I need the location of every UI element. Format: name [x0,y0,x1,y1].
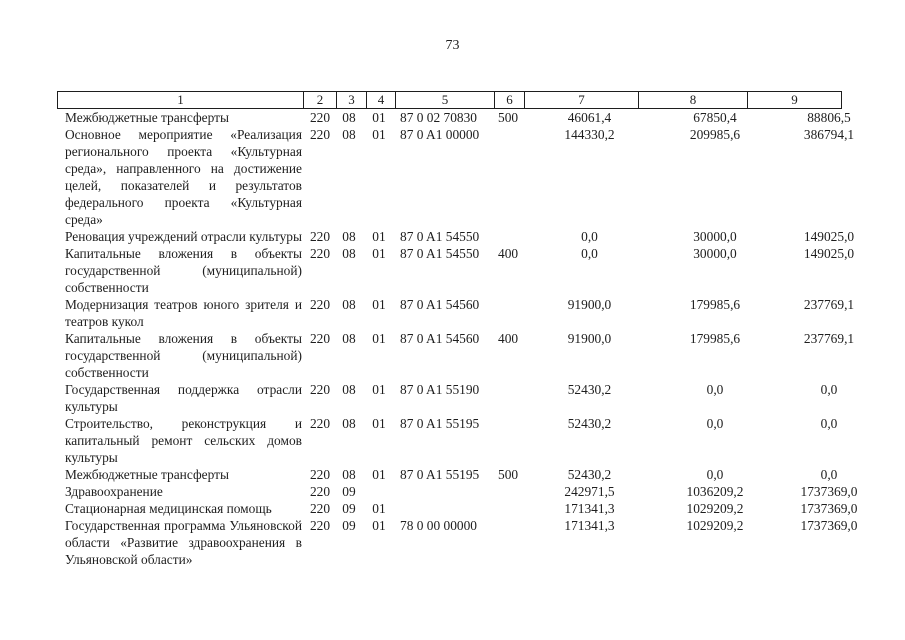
row-value-7: 91900,0 [567,331,612,346]
row-value-8: 30000,0 [693,229,737,244]
row-code-2: 220 [309,467,331,482]
row-code-5: 87 0 A1 55195 [400,416,480,431]
row-code-3: 08 [342,229,356,244]
row-code-6 [495,415,525,466]
row-value-8: 1029209,2 [686,501,744,516]
row-code-2: 220 [309,518,331,533]
row-code-3: 08 [342,297,356,312]
row-value-7: 0,0 [581,246,598,261]
row-code-4: 01 [372,110,386,125]
row-code-6: 500 [498,467,519,482]
row-code-5: 87 0 A1 54550 [400,229,480,244]
row-name: Реновация учреждений отрасли культуры [65,229,303,244]
row-value-9: 1737369,0 [800,501,858,516]
row-code-2: 220 [309,297,331,312]
row-name: Здравоохранение [65,484,163,499]
row-code-6 [495,228,525,245]
header-col-8: 8 [639,92,748,108]
row-value-9: 237769,1 [803,331,855,346]
row-value-7: 52430,2 [567,416,612,431]
row-value-9: 386794,1 [803,127,855,142]
row-code-6 [495,381,525,415]
row-value-8: 1036209,2 [686,484,744,499]
row-code-4: 01 [372,382,386,397]
row-code-6 [495,517,525,568]
page-number: 73 [445,38,460,53]
row-code-3: 09 [342,484,356,499]
row-code-4: 01 [372,246,386,261]
row-value-8: 0,0 [706,416,724,431]
row-code-3: 08 [342,110,356,125]
row-value-8: 209985,6 [689,127,741,142]
row-code-3: 08 [342,467,356,482]
row-code-6 [495,126,525,228]
row-code-6 [495,483,525,500]
row-value-9: 149025,0 [803,229,855,244]
row-value-9: 1737369,0 [800,518,858,533]
row-code-4: 01 [372,467,386,482]
table-row [0,381,905,415]
header-col-4: 4 [367,92,396,108]
row-code-5 [392,483,495,500]
row-code-4: 01 [372,331,386,346]
row-code-4: 01 [372,297,386,312]
row-code-4: 01 [372,127,386,142]
row-code-2: 220 [309,331,331,346]
row-code-3: 09 [342,501,356,516]
row-code-4: 01 [372,518,386,533]
row-value-8: 0,0 [706,382,724,397]
row-code-4: 01 [372,229,386,244]
row-code-6: 400 [498,246,519,261]
header-col-5: 5 [396,92,495,108]
row-value-7: 52430,2 [567,382,612,397]
row-code-5: 87 0 A1 54550 [400,246,480,261]
table-row [0,415,905,466]
row-code-5: 87 0 A1 55190 [400,382,480,397]
row-name: Стационарная медицинская помощь [65,501,272,516]
row-value-7: 46061,4 [567,110,612,125]
table-row [0,296,905,330]
row-code-2: 220 [309,110,331,125]
row-code-5: 78 0 00 00000 [400,518,477,533]
row-code-4: 01 [372,501,386,516]
row-code-2: 220 [309,501,331,516]
row-value-8: 30000,0 [693,246,737,261]
row-value-7: 171341,3 [564,518,615,533]
row-value-7: 0,0 [581,229,598,244]
row-value-9: 88806,5 [807,110,851,125]
row-code-6 [495,296,525,330]
table-header [57,91,842,109]
row-code-6: 500 [498,110,519,125]
header-col-9: 9 [791,92,798,107]
row-name: Капитальные вложения в объекты государственной (муниципальной) собственности [65,331,302,380]
table-row [0,500,905,517]
row-code-5: 87 0 A1 54560 [400,331,480,346]
row-value-9: 0,0 [820,382,838,397]
row-value-7: 52430,2 [567,467,612,482]
row-code-2: 220 [309,246,331,261]
row-value-9: 1737369,0 [800,484,858,499]
row-code-6: 400 [498,331,519,346]
table-row [0,109,905,126]
row-code-3: 09 [342,518,356,533]
row-value-9: 237769,1 [803,297,855,312]
budget-table-body [0,109,905,568]
row-value-7: 171341,3 [564,501,615,516]
row-name: Модернизация театров юного зрителя и театров кукол [65,297,302,329]
row-name: Межбюджетные трансферты [65,110,229,125]
row-value-9: 0,0 [820,467,838,482]
row-code-5: 87 0 A1 55195 [400,467,480,482]
row-name: Межбюджетные трансферты [65,467,229,482]
row-code-3: 08 [342,127,356,142]
table-row [0,517,905,568]
row-code-5: 87 0 02 70830 [400,110,477,125]
table-row [0,126,905,228]
row-code-4: 01 [372,416,386,431]
row-value-8: 179985,6 [689,297,741,312]
row-code-2: 220 [309,416,331,431]
table-row [0,330,905,381]
row-name: Строительство, реконструкция и капитальный ремонт сельских домов культуры [65,416,302,465]
header-col-6: 6 [495,92,525,108]
row-code-4 [366,483,392,500]
row-code-5: 87 0 A1 54560 [400,297,480,312]
table-row [0,466,905,483]
row-name: Государственная программа Ульяновской области «Развитие здравоохранения в Ульяновской области» [65,518,302,567]
header-col-3: 3 [337,92,367,108]
row-name: Основное мероприятие «Реализация регионального проекта «Культурная среда», направленного на достижение целей, показателей и результатов федерального проекта «Культурная среда» [65,127,302,227]
row-value-8: 0,0 [706,467,724,482]
row-code-3: 08 [342,382,356,397]
row-name: Капитальные вложения в объекты государственной (муниципальной) собственности [65,246,302,295]
row-value-8: 179985,6 [689,331,741,346]
row-code-3: 08 [342,416,356,431]
row-value-7: 144330,2 [564,127,615,142]
row-code-3: 08 [342,331,356,346]
row-value-7: 91900,0 [567,297,612,312]
table-row [0,228,905,245]
header-col-2: 2 [304,92,337,108]
row-code-2: 220 [309,127,331,142]
row-name: Государственная поддержка отрасли культуры [65,382,302,414]
row-code-5 [392,500,495,517]
row-code-2: 220 [309,229,331,244]
row-code-3: 08 [342,246,356,261]
row-value-8: 1029209,2 [686,518,744,533]
header-col-7: 7 [525,92,639,108]
table-row [0,245,905,296]
row-value-9: 149025,0 [803,246,855,261]
row-value-8: 67850,4 [693,110,737,125]
row-value-9: 0,0 [820,416,838,431]
row-code-2: 220 [309,382,331,397]
row-code-2: 220 [309,484,331,499]
header-col-1: 1 [58,92,304,108]
row-code-5: 87 0 A1 00000 [400,127,480,142]
row-value-7: 242971,5 [564,484,615,499]
row-code-6 [495,500,525,517]
table-row [0,483,905,500]
